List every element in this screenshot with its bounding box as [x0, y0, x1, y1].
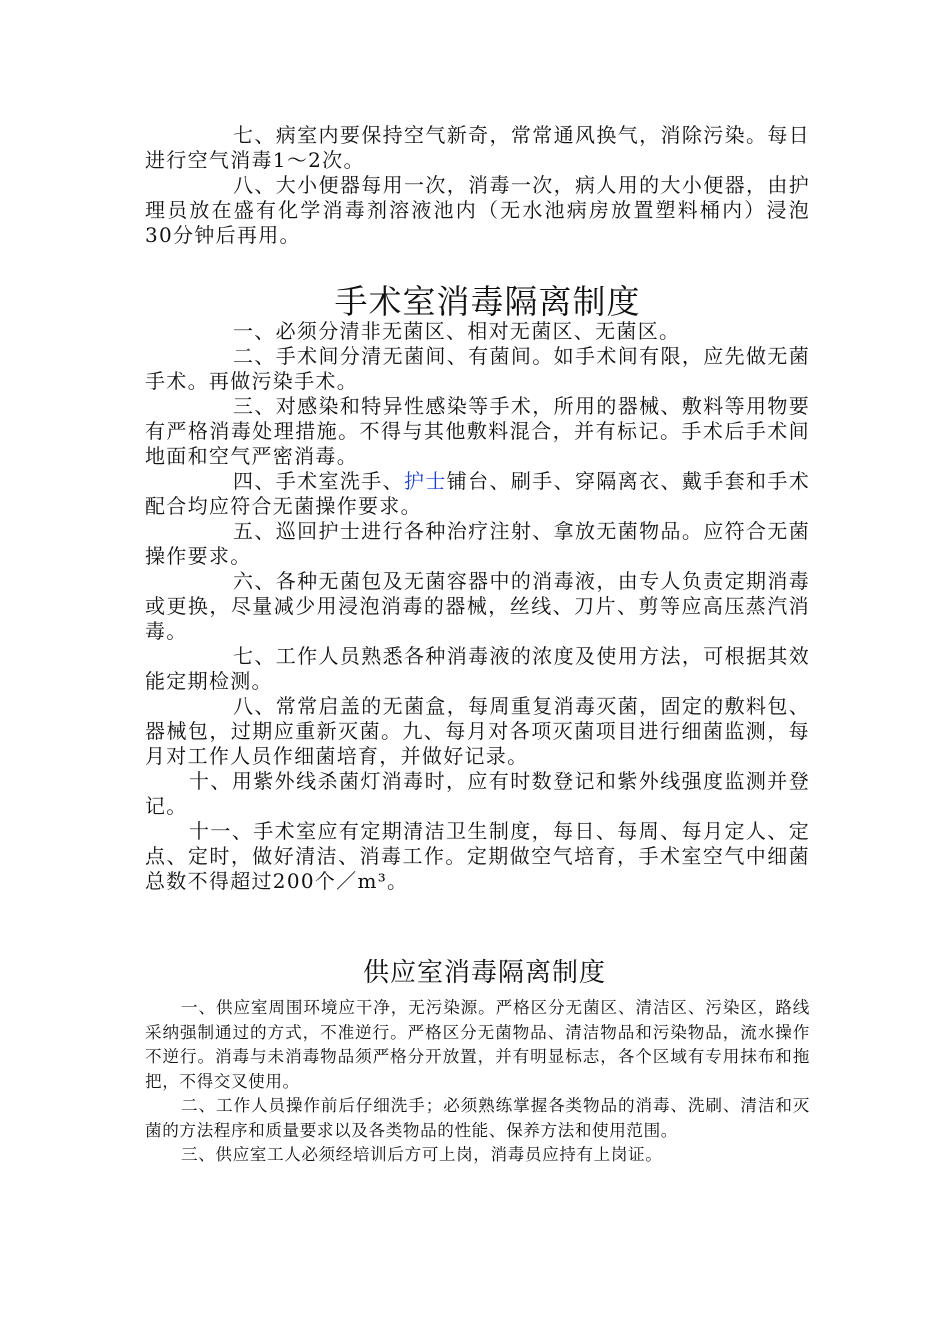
or-rule-2: 二、手术间分清无菌间、有菌间。如手术间有限，应先做无菌手术。再做污染手术。 — [145, 344, 810, 393]
or-rule-4-start: 四、手术室洗手、 — [233, 469, 404, 493]
or-rule-1: 一、必须分清非无菌区、相对无菌区、无菌区。 — [233, 319, 681, 343]
heading-operating-room: 手术室消毒隔离制度 — [334, 282, 641, 321]
nurse-link[interactable]: 护士 — [403, 469, 447, 493]
or-rule-5: 五、巡回护士进行各种治疗注射、拿放无菌物品。应符合无菌操作要求。 — [145, 519, 810, 568]
or-rule-10: 十、用紫外线杀菌灯消毒时，应有时数登记和紫外线强度监测并登记。 — [145, 769, 810, 818]
or-rule-8: 八、常常启盖的无菌盒，每周重复消毒灭菌，固定的敷料包、器械包，过期应重新灭菌。九、每月对各项灭菌项目进行细菌监测，每月对工作人员作细菌培育，并做好记录。 — [145, 694, 810, 768]
or-rule-6: 六、各种无菌包及无菌容器中的消毒液，由专人负责定期消毒或更换，尽量减少用浸泡消毒的器械，丝线、刀片、剪等应高压蒸汽消毒。 — [145, 569, 810, 643]
heading-supply-room: 供应室消毒隔离制度 — [362, 958, 606, 988]
supply-rule-3: 三、供应室工人必须经培训后方可上岗，消毒员应持有上岗证。 — [181, 1145, 663, 1164]
paragraph-bedpan-disinfection: 八、大小便器每用一次，消毒一次，病人用的大小便器，由护理员放在盛有化学消毒剂溶液池内（无水池病房放置塑料桶内）浸泡30分钟后再用。 — [145, 173, 810, 247]
or-rule-3: 三、对感染和特异性感染等手术，所用的器械、敷料等用物要有严格消毒处理措施。不得与其他敷料混合，并有标记。手术后手术间地面和空气严密消毒。 — [145, 394, 810, 468]
or-rule-4 — [145, 469, 810, 519]
or-rule-11: 十一、手术室应有定期清洁卫生制度，每日、每周、每月定人、定点、定时，做好清洁、消毒工作。定期做空气培育，手术室空气中细菌总数不得超过200个／m³。 — [145, 819, 810, 893]
paragraph-ward-ventilation: 七、病室内要保持空气新奇，常常通风换气，消除污染。每日进行空气消毒1～2次。 — [145, 123, 810, 172]
or-rule-7: 七、工作人员熟悉各种消毒液的浓度及使用方法，可根据其效能定期检测。 — [145, 644, 810, 693]
document-page — [145, 123, 810, 1168]
supply-rule-1: 一、供应室周围环境应干净，无污染源。严格区分无菌区、清洁区、污染区，路线采纳强制通过的方式，不准逆行。严格区分无菌物品、清洁物品和污染物品，流水操作不逆行。消毒与未消毒物品须严格分开放置，并有明显标志，各个区域有专用抹布和拖把，不得交叉使用。 — [145, 998, 810, 1091]
or-rule-4-end: 铺台、刷手、穿隔离衣、戴手套和手术配合均应符合无菌操作要求。 — [145, 469, 810, 518]
supply-rule-2: 二、工作人员操作前后仔细洗手；必须熟练掌握各类物品的消毒、洗刷、清洁和灭菌的方法程序和质量要求以及各类物品的性能、保养方法和使用范围。 — [145, 1096, 810, 1140]
